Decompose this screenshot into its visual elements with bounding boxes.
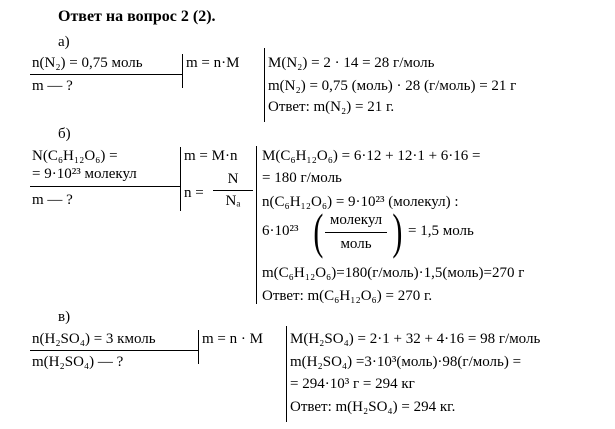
part-a-label: а) [58,34,70,50]
part-c-given-2: m(H₂SO₄) — ? [32,354,124,370]
part-c-solution-2: m(H₂SO₄) =3·10³(моль)·98(г/моль) = [290,354,522,370]
part-a-given-1: n(N₂) = 0,75 моль [32,55,143,71]
part-b-solution-4: 6·10²³ [262,223,299,239]
part-c-solution-3: = 294·10³ г = 294 кг [290,376,415,392]
right-paren: ) [392,203,403,259]
part-a-solution-1: M(N₂) = 2 · 14 = 28 г/моль [268,55,435,71]
part-b-solution-5: = 1,5 моль [408,223,474,239]
part-c-given-1: n(H₂SO₄) = 3 кмоль [32,331,156,347]
part-a-solution-3: Ответ: m(N₂) = 21 г. [268,99,395,115]
part-b-label: б) [58,126,71,142]
given-underline [30,350,198,351]
part-c-label: в) [58,309,71,325]
part-c-formula: m = n · M [202,331,263,347]
part-b-solution-7: Ответ: m(C₆H₁₂O₆) = 270 г. [262,288,433,304]
page-title: Ответ на вопрос 2 (2). [58,8,216,25]
part-b-solution-1: M(C₆H₁₂O₆) = 6·12 + 12·1 + 6·16 = [262,148,481,164]
part-c-solution-4: Ответ: m(H₂SO₄) = 294 кг. [290,399,456,415]
part-b-formula-1: m = M·n [184,148,238,164]
given-divider [182,54,183,88]
left-paren: ( [313,203,324,259]
solution-divider [256,146,257,304]
solution-divider [286,326,287,422]
part-b-solution-3: n(C₆H₁₂O₆) = 9·10²³ (молекул) : [262,194,459,210]
fraction-denominator: Nₐ [225,193,241,209]
given-underline [30,74,182,75]
given-divider [180,147,181,211]
fraction-denominator: моль [340,236,372,252]
given-divider [198,330,199,364]
part-a-formula: m = n·M [186,55,240,71]
part-b-given-3: m — ? [32,192,73,208]
part-b-solution-2: = 180 г/моль [262,170,342,186]
fraction-numerator: молекул [329,212,383,228]
part-b-solution-6: m(C₆H₁₂O₆)=180(г/моль)·1,5(моль)=270 г [262,265,525,281]
part-b-given-1: N(C₆H₁₂O₆) = [32,148,118,164]
part-b-given-2: = 9·10²³ молекул [32,166,137,182]
part-b-formula-2-lhs: n = [184,185,204,201]
fraction-bar [213,190,253,191]
solution-divider [264,48,265,122]
part-a-given-2: m — ? [32,78,73,94]
part-b-unit-fraction [325,213,387,252]
part-a-solution-2: m(N₂) = 0,75 (моль) · 28 (г/моль) = 21 г [268,78,517,94]
part-b-formula-2-fraction [213,172,253,209]
given-underline [30,186,180,187]
fraction-numerator: N [227,171,239,187]
fraction-bar [325,232,387,233]
part-c-solution-1: M(H₂SO₄) = 2·1 + 32 + 4·16 = 98 г/моль [290,331,541,347]
